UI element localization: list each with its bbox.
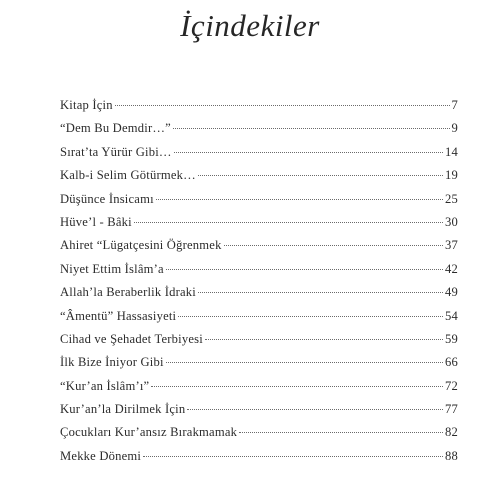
toc-entry-page: 42 [445,261,458,276]
toc-entry-title: İlk Bize İniyor Gibi [60,355,164,370]
toc-dot-leader [173,128,450,129]
toc-entry-title: Hüve’l - Bâki [60,214,132,229]
table-of-contents [60,98,458,472]
toc-dot-leader [187,409,443,410]
toc-entry [60,215,458,238]
toc-entry-title: “Kur’an İslâm’ı” [60,378,150,393]
toc-dot-leader [224,245,443,246]
toc-entry [60,332,458,355]
toc-entry [60,262,458,285]
toc-dot-leader [174,152,443,153]
toc-entry-page: 59 [445,331,458,346]
toc-dot-leader [198,175,443,176]
toc-dot-leader [143,456,443,457]
toc-entry [60,355,458,378]
toc-entry [60,285,458,308]
toc-entry-page: 77 [445,402,458,417]
toc-entry-title: Kitap İçin [60,98,113,112]
toc-entry-page: 66 [445,355,458,370]
toc-entry-page: 49 [445,285,458,300]
toc-entry [60,309,458,332]
toc-entry-title: Allah’la Beraberlik İdraki [60,285,196,300]
page-title: İçindekiler [180,8,320,43]
toc-entry [60,379,458,402]
toc-entry-title: Kalb-i Selim Götürmek… [60,168,196,183]
toc-dot-leader [166,362,443,363]
toc-entry-page: 14 [445,144,458,159]
toc-entry [60,192,458,215]
toc-entry [60,145,458,168]
toc-entry-title: Mekke Dönemi [60,448,142,463]
toc-entry-page: 19 [445,168,458,183]
toc-entry-page: 25 [445,191,458,206]
toc-entry-title: Düşünce İnsicamı [60,191,154,206]
toc-dot-leader [239,432,443,433]
toc-entry [60,402,458,425]
toc-entry-page: 88 [445,448,458,463]
toc-entry-title: Sırat’ta Yürür Gibi… [60,144,172,159]
toc-entry-page: 30 [445,214,458,229]
toc-dot-leader [156,199,443,200]
toc-entry [60,168,458,191]
toc-dot-leader [178,316,443,317]
toc-entry-page: 54 [445,308,458,323]
toc-entry-title: “Dem Bu Demdir…” [60,121,171,136]
toc-entry-title: “Âmentü” Hassasiyeti [60,308,177,323]
toc-entry-page: 9 [451,121,458,136]
toc-entry [60,121,458,144]
toc-entry [60,238,458,261]
toc-dot-leader [115,105,450,106]
toc-entry-title: Kur’an’la Dirilmek İçin [60,402,186,417]
toc-dot-leader [166,269,443,270]
toc-entry [60,98,458,121]
toc-entry-page: 37 [445,238,458,253]
toc-entry-title: Ahiret “Lügatçesini Öğrenmek [60,238,222,253]
toc-entry-page: 72 [445,378,458,393]
toc-dot-leader [205,339,443,340]
toc-entry [60,449,458,472]
toc-dot-leader [151,386,443,387]
toc-entry [60,425,458,448]
toc-dot-leader [198,292,443,293]
toc-entry-page: 82 [445,425,458,440]
toc-dot-leader [134,222,443,223]
toc-entry-title: Cihad ve Şehadet Terbiyesi [60,331,203,346]
toc-entry-title: Niyet Ettim İslâm’a [60,261,164,276]
toc-entry-title: Çocukları Kur’ansız Bırakmamak [60,425,238,440]
toc-entry-page: 7 [451,98,458,112]
